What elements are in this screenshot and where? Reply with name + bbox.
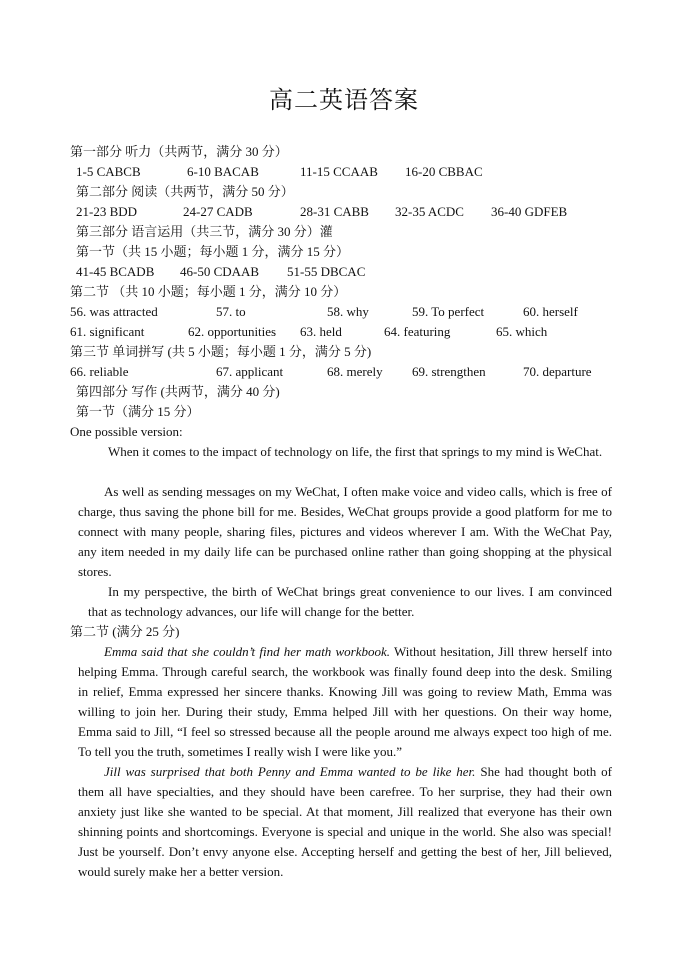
essay-paragraph: As well as sending messages on my WeChat, I often make voice and video calls, which is free of charge, thus saving the phone bill for me. Besides, WeChat groups provide a good platform for me to connect with many people, sharing files, pictures and videos wherever I am. With the WeChat Pay, any item needed in my daily life can be purchased online rather than going shopping at the physical stores. xyxy=(78,484,612,579)
answer-cell: 36-40 GDFEB xyxy=(491,204,568,219)
essay-paragraph: When it comes to the impact of technology on life, the first that springs to my mind is WeChat. xyxy=(108,444,603,459)
part2-heading: 第二部分 阅读（共两节，满分 50 分） xyxy=(76,184,294,199)
story-lead-sentence: Jill was surprised that both Penny and Emma wanted to be like her. xyxy=(104,764,476,779)
sample-intro: One possible version: xyxy=(70,424,183,439)
answer-cell: 58. why xyxy=(327,304,369,319)
answer-cell: 41-45 BCADB xyxy=(76,264,155,279)
part4-sec2-heading: 第二节 (满分 25 分) xyxy=(70,624,180,639)
answer-cell: 6-10 BACAB xyxy=(187,164,259,179)
part3-sec1-heading: 第一节（共 15 小题；每小题 1 分，满分 15 分） xyxy=(76,244,350,259)
answer-cell: 21-23 BDD xyxy=(76,204,138,219)
answer-cell: 24-27 CADB xyxy=(183,204,253,219)
answer-cell: 59. To perfect xyxy=(412,304,485,319)
part4-sec1-heading: 第一节（满分 15 分） xyxy=(76,404,200,419)
answer-cell: 66. reliable xyxy=(70,364,129,379)
part3-sec2-heading: 第二节 （共 10 小题；每小题 1 分，满分 10 分） xyxy=(70,284,347,299)
answer-cell: 69. strengthen xyxy=(412,364,486,379)
answer-cell: 63. held xyxy=(300,324,342,339)
part3-sec3-heading: 第三节 单词拼写 (共 5 小题；每小题 1 分，满分 5 分) xyxy=(70,344,372,359)
answer-cell: 1-5 CABCB xyxy=(76,164,141,179)
answer-cell: 11-15 CCAAB xyxy=(300,164,378,179)
story-lead-sentence: Emma said that she couldn’t find her math workbook. xyxy=(104,644,391,659)
answer-cell: 56. was attracted xyxy=(70,304,158,319)
part4-heading: 第四部分 写作 (共两节，满分 40 分) xyxy=(76,384,280,399)
answer-cell: 16-20 CBBAC xyxy=(405,164,483,179)
story-paragraph xyxy=(78,642,612,762)
answer-cell: 68. merely xyxy=(327,364,383,379)
answer-cell: 51-55 DBCAC xyxy=(287,264,366,279)
answer-cell: 67. applicant xyxy=(216,364,284,379)
answer-cell: 61. significant xyxy=(70,324,145,339)
part1-heading: 第一部分 听力（共两节，满分 30 分） xyxy=(70,144,288,159)
answer-cell: 28-31 CABB xyxy=(300,204,369,219)
page-title: 高二英语答案 xyxy=(269,88,419,114)
answer-cell: 60. herself xyxy=(523,304,578,319)
answer-cell: 57. to xyxy=(216,304,246,319)
story-paragraph xyxy=(78,762,612,882)
answer-cell: 70. departure xyxy=(523,364,592,379)
answer-cell: 32-35 ACDC xyxy=(395,204,464,219)
story-text: She had thought both of them all have specialties, and they should have been carefree. To her surprise, they had their own anxiety just like she wanted to be special. At that moment, Jill realized that everyone has their own shinning points and shortcomings. Everyone is special and unique in the world. She also was special! Just be yourself. Don’t envy anyone else. Accepting herself and getting the best of her, Jill believed, would surely make her a better version. xyxy=(78,764,612,879)
answer-cell: 46-50 CDAAB xyxy=(180,264,260,279)
answer-cell: 65. which xyxy=(496,324,548,339)
essay-paragraph: In my perspective, the birth of WeChat brings great convenience to our lives. I am convinced that as technology advances, our life will change for the better. xyxy=(88,584,612,619)
answer-cell: 64. featuring xyxy=(384,324,451,339)
story-text: Without hesitation, Jill threw herself into helping Emma. Through careful search, the workbook was finally found deep into the desk. Smiling in relief, Emma expressed her sincere thanks. Knowing Jill was going to review Math, Emma was willing to join her. During their study, Emma helped Jill with her questions. On their way home, Emma said to Jill, “I feel so stressed because all the people around me always expect too high of me. To tell you the truth, sometimes I really wish I were like you.” xyxy=(78,644,612,759)
part3-heading: 第三部分 语言运用（共三节，满分 30 分）灌 xyxy=(76,224,333,239)
answer-cell: 62. opportunities xyxy=(188,324,277,339)
